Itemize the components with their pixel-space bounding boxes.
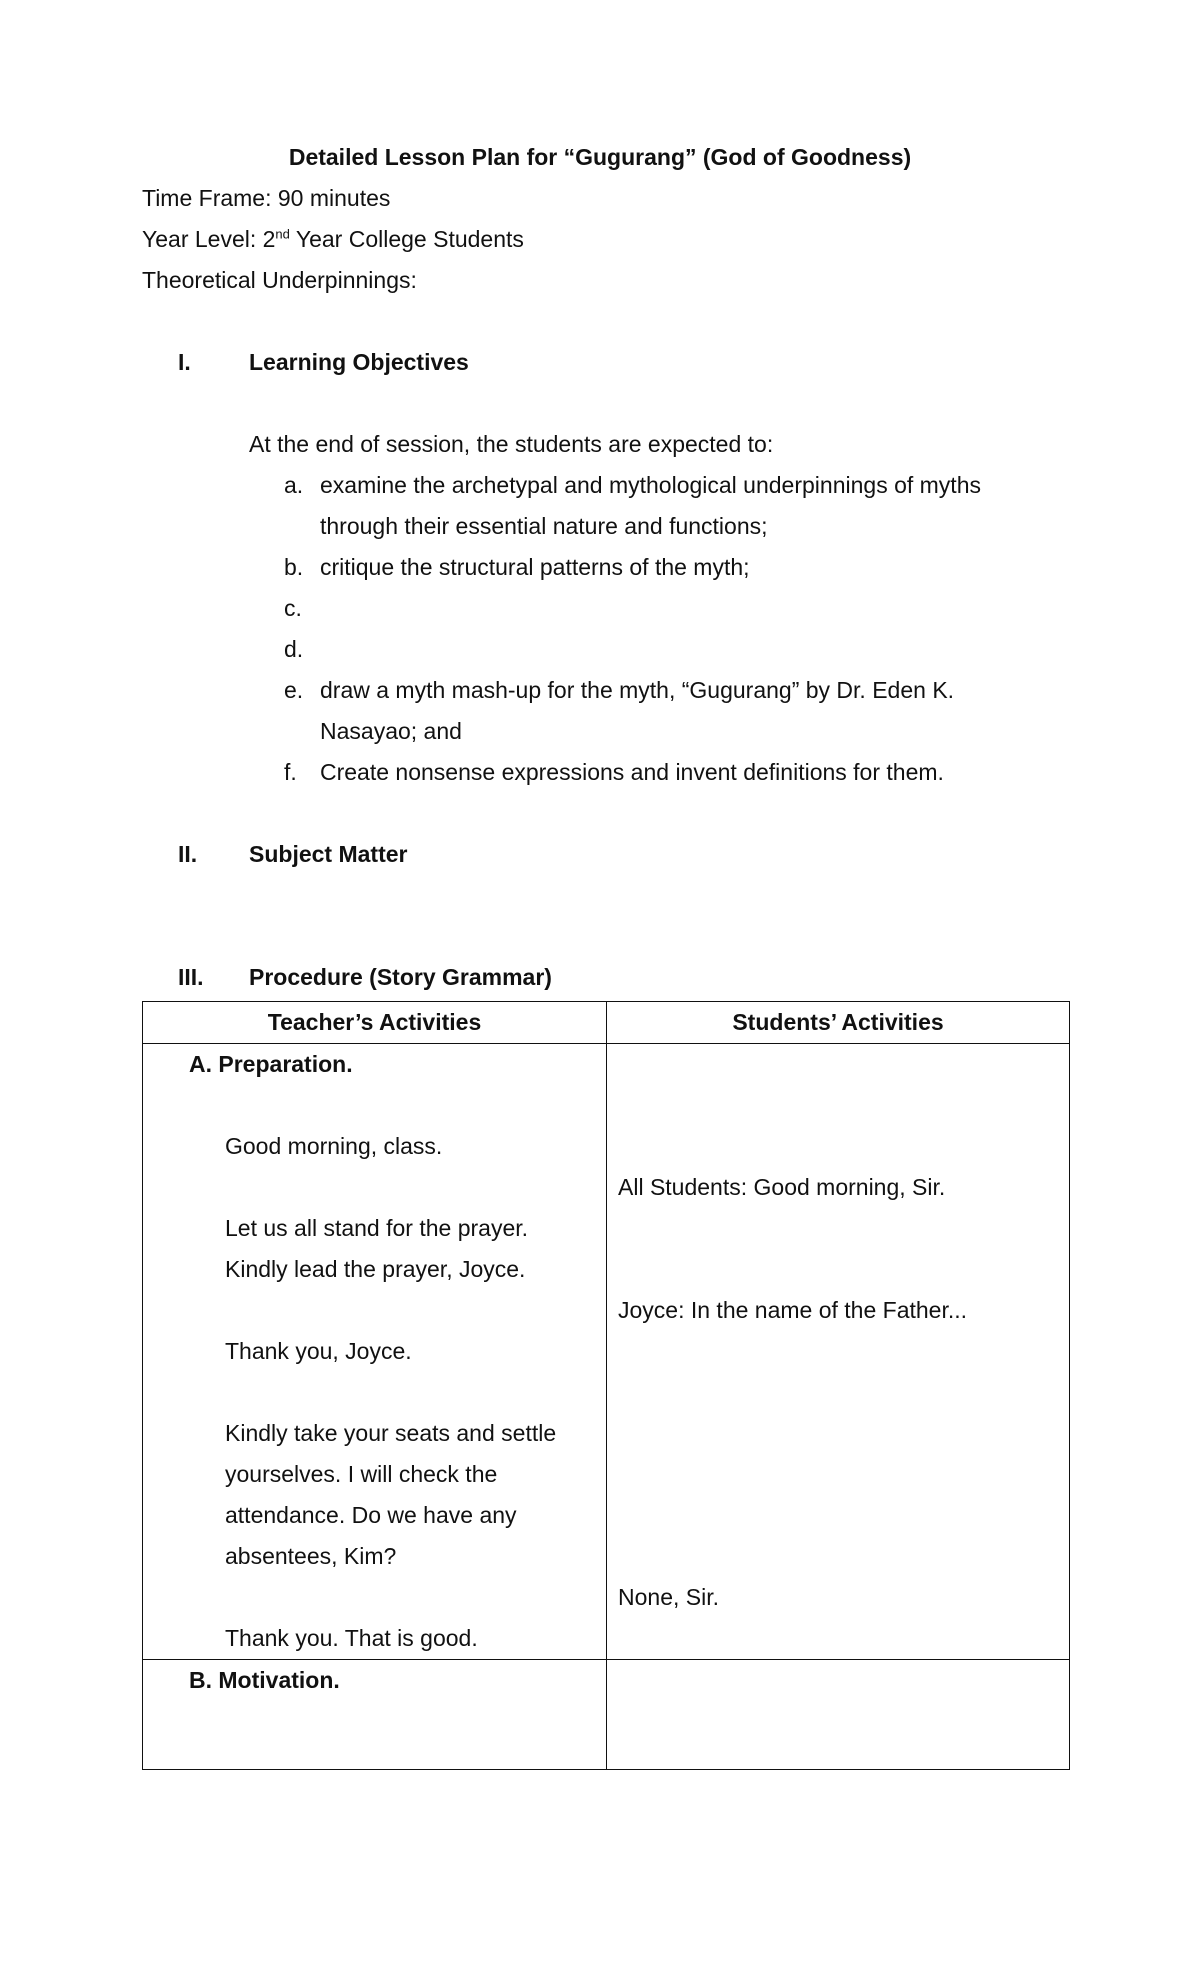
section-3-title: Procedure (Story Grammar) [249, 964, 552, 990]
year-level-sup: nd [275, 226, 290, 242]
section-1-title: Learning Objectives [249, 349, 469, 375]
table-row-motivation [143, 1660, 1070, 1770]
objective-letter-f: f. [284, 759, 297, 785]
teacher-line-5: Kindly take your seats and settle [225, 1420, 557, 1446]
objective-f-line-1: Create nonsense expressions and invent definitions for them. [320, 759, 944, 785]
teacher-cell-motivation [143, 1660, 607, 1770]
time-frame: Time Frame: 90 minutes [142, 185, 391, 211]
teacher-line-6: yourselves. I will check the [225, 1461, 498, 1487]
theoretical-underpinnings: Theoretical Underpinnings: [142, 267, 417, 293]
table-header-row [143, 1002, 1070, 1044]
preparation-heading: A. Preparation. [189, 1051, 353, 1077]
objective-letter-d: d. [284, 636, 304, 662]
section-2-number: II. [178, 841, 198, 867]
student-cell-motivation [607, 1660, 1070, 1770]
document-title: Detailed Lesson Plan for “Gugurang” (God of Goodness) [288, 144, 912, 170]
student-line-3: None, Sir. [618, 1584, 719, 1610]
motivation-heading: B. Motivation. [189, 1667, 340, 1693]
table-row-preparation [143, 1044, 1070, 1660]
section-3-number: III. [178, 964, 204, 990]
student-cell-preparation [607, 1044, 1070, 1660]
teacher-line-7: attendance. Do we have any [225, 1502, 517, 1528]
year-level [142, 219, 524, 260]
teacher-line-2: Let us all stand for the prayer. [225, 1215, 529, 1241]
objective-letter-b: b. [284, 554, 304, 580]
teacher-line-1: Good morning, class. [225, 1133, 443, 1159]
header-teacher-activities: Teacher’s Activities [143, 1002, 607, 1044]
section-1-number: I. [178, 349, 191, 375]
teacher-line-9: Thank you. That is good. [225, 1625, 478, 1651]
teacher-line-3: Kindly lead the prayer, Joyce. [225, 1256, 526, 1282]
objective-letter-a: a. [284, 472, 304, 498]
objective-letter-e: e. [284, 677, 304, 703]
objective-a-line-1: examine the archetypal and mythological underpinnings of myths [320, 472, 981, 498]
year-level-suffix: Year College Students [289, 226, 524, 252]
objectives-intro: At the end of session, the students are expected to: [249, 431, 774, 457]
year-level-prefix: Year Level: 2 [142, 226, 276, 252]
teacher-cell-preparation [143, 1044, 607, 1660]
objective-letter-c: c. [284, 595, 302, 621]
student-line-1: All Students: Good morning, Sir. [618, 1174, 946, 1200]
objective-a-line-2: through their essential nature and functions; [320, 513, 768, 539]
section-2-title: Subject Matter [249, 841, 408, 867]
header-students-activities: Students’ Activities [607, 1002, 1070, 1044]
student-line-2: Joyce: In the name of the Father... [618, 1297, 968, 1323]
objective-e-line-1: draw a myth mash-up for the myth, “Gugurang” by Dr. Eden K. [320, 677, 955, 703]
objective-b-line-1: critique the structural patterns of the myth; [320, 554, 750, 580]
procedure-table [142, 1001, 1070, 1770]
objective-e-line-2: Nasayao; and [320, 718, 462, 744]
teacher-line-4: Thank you, Joyce. [225, 1338, 412, 1364]
teacher-line-8: absentees, Kim? [225, 1543, 397, 1569]
